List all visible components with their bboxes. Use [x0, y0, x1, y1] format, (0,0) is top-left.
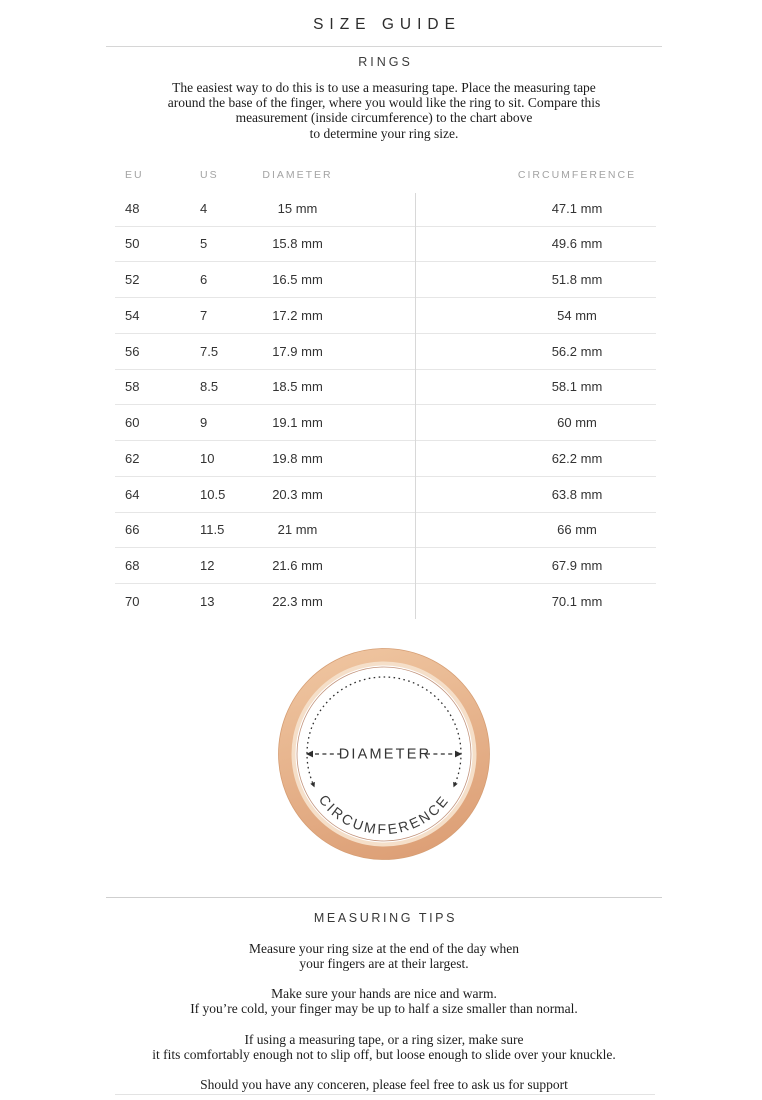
cell-diameter: 22.3 mm [272, 593, 323, 609]
tip-paragraph [106, 941, 662, 971]
cell-eu: 56 [125, 343, 140, 359]
cell-diameter: 17.9 mm [272, 343, 323, 359]
ring-diagram [106, 644, 662, 864]
cell-eu: 48 [125, 200, 140, 216]
cell-eu: 62 [125, 450, 140, 466]
cell-us: 12 [200, 558, 215, 574]
tip-line: it fits comfortably enough not to slip off, but loose enough to slide over your knuckle. [152, 1046, 616, 1062]
table-row [115, 297, 656, 333]
tip-line: Measure your ring size at the end of the day when [249, 940, 519, 956]
intro-text [106, 80, 662, 141]
column-divider-line [415, 193, 416, 619]
size-table-body [115, 191, 656, 619]
cell-diameter: 17.2 mm [272, 307, 323, 323]
cell-eu: 66 [125, 522, 140, 538]
header-cell-eu: EU [125, 168, 144, 181]
cell-circumference: 47.1 mm [551, 200, 603, 216]
ring-illustration [274, 644, 494, 864]
cell-circumference: 58.1 mm [551, 379, 603, 395]
header-cell-circumference: CIRCUMFERENCE [517, 168, 637, 181]
cell-us: 9 [200, 415, 208, 431]
header-cell-diameter: DIAMETER [262, 168, 333, 181]
cell-eu: 60 [125, 415, 140, 431]
intro-line: measurement (inside circumference) to the chart above [235, 110, 533, 126]
cell-circumference: 70.1 mm [551, 593, 603, 609]
cell-eu: 70 [125, 593, 140, 609]
tip-line: If you’re cold, your finger may be up to half a size smaller than normal. [190, 1001, 578, 1017]
cell-eu: 68 [125, 558, 140, 574]
cell-circumference: 66 mm [557, 522, 597, 538]
cell-us: 7 [200, 307, 208, 323]
cell-us: 7.5 [200, 343, 219, 359]
table-row [115, 333, 656, 369]
table-header-row [115, 169, 656, 191]
tip-paragraph [106, 1077, 662, 1092]
table-row [115, 440, 656, 476]
cell-eu: 64 [125, 486, 140, 502]
cell-us: 4 [200, 200, 208, 216]
table-row [115, 191, 656, 226]
diameter-label: DIAMETER [338, 746, 432, 763]
cell-diameter: 19.8 mm [272, 450, 323, 466]
measuring-tips-heading: MEASURING TIPS [313, 910, 458, 925]
table-row [115, 369, 656, 405]
cell-us: 10.5 [200, 486, 226, 502]
table-row [115, 512, 656, 548]
cell-eu: 50 [125, 236, 140, 252]
tip-line: If using a measuring tape, or a ring sizer, make sure [244, 1031, 524, 1047]
cell-eu: 54 [125, 307, 140, 323]
cell-diameter: 21 mm [277, 522, 318, 538]
cell-circumference: 56.2 mm [551, 343, 603, 359]
table-row [115, 261, 656, 297]
table-row [115, 404, 656, 440]
bottom-edge-line [115, 1094, 655, 1095]
cell-circumference: 49.6 mm [551, 236, 603, 252]
title-divider [106, 46, 662, 47]
tip-line: Make sure your hands are nice and warm. [271, 986, 497, 1002]
cell-us: 10 [200, 450, 215, 466]
cell-eu: 52 [125, 272, 140, 288]
cell-eu: 58 [125, 379, 140, 395]
size-guide-panel [106, 0, 662, 1092]
cell-us: 6 [200, 272, 208, 288]
measuring-tips-section [106, 911, 662, 1092]
cell-us: 8.5 [200, 379, 219, 395]
cell-circumference: 67.9 mm [551, 558, 603, 574]
section-heading-rings: RINGS [358, 55, 413, 69]
cell-diameter: 15.8 mm [272, 236, 323, 252]
tip-line: Should you have any conceren, please feel free to ask us for support [200, 1077, 568, 1093]
table-row [115, 226, 656, 262]
page-title: SIZE GUIDE [313, 16, 461, 33]
intro-line: to determine your ring size. [309, 125, 459, 141]
cell-diameter: 20.3 mm [272, 486, 323, 502]
tip-line: your fingers are at their largest. [299, 956, 469, 972]
ring-size-table [115, 169, 656, 619]
cell-circumference: 51.8 mm [551, 272, 603, 288]
tips-divider [106, 897, 662, 898]
table-row [115, 547, 656, 583]
circumference-label: CIRCUMFERENCE [315, 791, 453, 837]
cell-us: 11.5 [200, 522, 225, 538]
table-row [115, 583, 656, 619]
tip-paragraph [106, 1032, 662, 1062]
table-row [115, 476, 656, 512]
cell-diameter: 16.5 mm [272, 272, 323, 288]
header-cell-us: US [200, 168, 219, 181]
cell-circumference: 63.8 mm [551, 486, 603, 502]
cell-diameter: 19.1 mm [272, 415, 323, 431]
cell-diameter: 18.5 mm [272, 379, 323, 395]
cell-us: 5 [200, 236, 208, 252]
intro-line: around the base of the finger, where you would like the ring to sit. Compare this [167, 95, 601, 111]
cell-diameter: 21.6 mm [272, 558, 323, 574]
cell-circumference: 60 mm [557, 415, 597, 431]
cell-us: 13 [200, 593, 215, 609]
tip-paragraph [106, 986, 662, 1016]
cell-circumference: 62.2 mm [551, 450, 603, 466]
intro-line: The easiest way to do this is to use a measuring tape. Place the measuring tape [172, 80, 596, 95]
cell-diameter: 15 mm [277, 200, 318, 216]
cell-circumference: 54 mm [557, 307, 597, 323]
